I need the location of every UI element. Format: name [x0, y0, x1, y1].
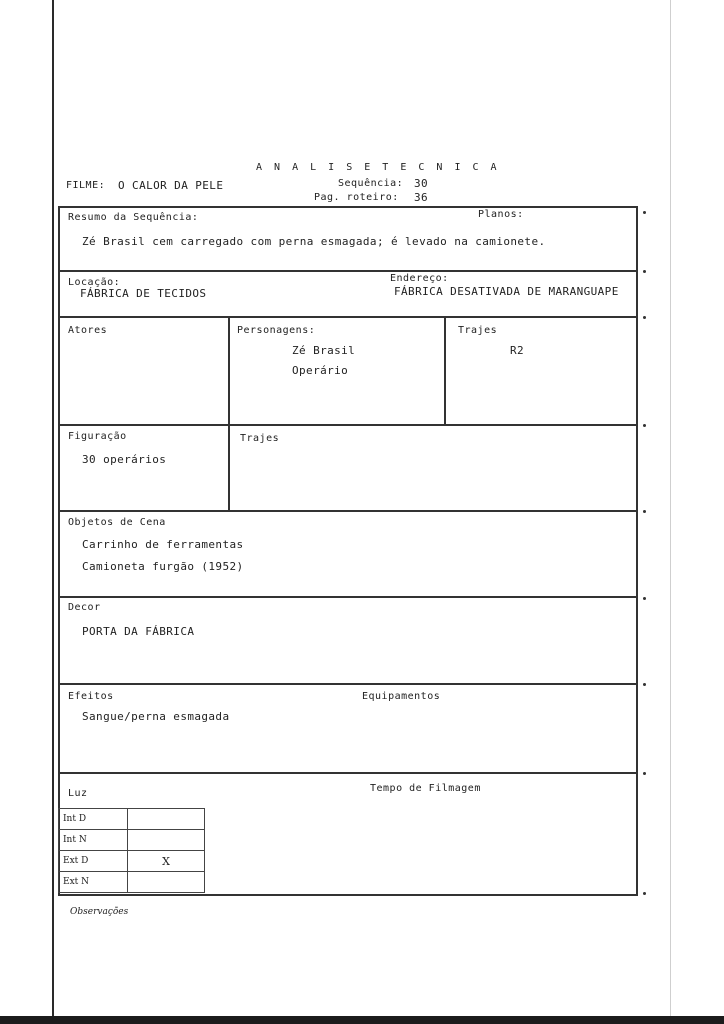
- objetos-label: Objetos de Cena: [68, 517, 166, 528]
- pag-roteiro-value: 36: [414, 191, 429, 204]
- divider-objetos: [58, 596, 638, 598]
- decor-value: PORTA DA FÁBRICA: [82, 625, 195, 638]
- scan-edge-right: [670, 0, 671, 1024]
- divider-efeitos: [58, 772, 638, 774]
- figuracao-trajes-label: Trajes: [240, 433, 280, 444]
- atores-label: Atores: [68, 325, 108, 336]
- trajes-value: R2: [510, 344, 525, 357]
- divider-resumo: [58, 270, 638, 272]
- efeitos-label: Efeitos: [68, 691, 114, 702]
- form-border-bottom: [58, 894, 638, 896]
- filme-label: FILME:: [66, 180, 106, 191]
- scan-speck: [643, 510, 646, 513]
- luz-row: [59, 830, 205, 851]
- divider-atores: [228, 318, 230, 424]
- divider-elenco: [58, 424, 638, 426]
- resumo-label: Resumo da Sequência:: [68, 212, 199, 223]
- sequencia-label: Sequência:: [338, 178, 404, 189]
- scan-speck: [643, 683, 646, 686]
- objeto-item: Carrinho de ferramentas: [82, 538, 244, 551]
- luz-row-mark: [128, 830, 205, 851]
- scan-speck: [643, 424, 646, 427]
- personagem-item: Zé Brasil: [292, 344, 356, 357]
- divider-decor: [58, 683, 638, 685]
- personagens-label: Personagens:: [237, 325, 316, 336]
- figuracao-label: Figuração: [68, 431, 127, 442]
- scan-edge-bottom: [0, 1016, 724, 1024]
- form-border-top: [58, 206, 638, 208]
- objeto-item: Camioneta furgão (1952): [82, 560, 244, 573]
- scan-speck: [643, 597, 646, 600]
- luz-row: [59, 809, 205, 830]
- equipamentos-label: Equipamentos: [362, 691, 441, 702]
- luz-row-label: Ext D: [59, 851, 128, 872]
- luz-row-mark: X: [128, 851, 205, 872]
- luz-label: Luz: [68, 788, 88, 799]
- scan-speck: [643, 270, 646, 273]
- efeitos-value: Sangue/perna esmagada: [82, 710, 230, 723]
- divider-locacao: [58, 316, 638, 318]
- form-border-right: [636, 206, 638, 896]
- scan-speck: [643, 772, 646, 775]
- filme-value: O CALOR DA PELE: [118, 179, 224, 192]
- planos-label: Planos:: [478, 209, 524, 220]
- luz-row-label: Int N: [59, 830, 128, 851]
- personagem-item: Operário: [292, 364, 349, 377]
- endereco-label: Endereço:: [390, 273, 449, 284]
- luz-row-label: Int D: [59, 809, 128, 830]
- decor-label: Decor: [68, 602, 101, 613]
- scan-speck: [643, 316, 646, 319]
- luz-row-mark: [128, 872, 205, 893]
- luz-table: [58, 808, 205, 893]
- figuracao-value: 30 operários: [82, 453, 167, 466]
- luz-row: [59, 851, 205, 872]
- resumo-text: Zé Brasil cem carregado com perna esmagada; é levado na camionete.: [82, 235, 546, 248]
- pag-roteiro-label: Pag. roteiro:: [314, 192, 399, 203]
- divider-personagens: [444, 318, 446, 424]
- scan-speck: [643, 892, 646, 895]
- sequencia-value: 30: [414, 177, 429, 190]
- locacao-label: Locação:: [68, 277, 121, 288]
- luz-row-mark: [128, 809, 205, 830]
- luz-row: [59, 872, 205, 893]
- luz-row-label: Ext N: [59, 872, 128, 893]
- endereco-value: FÁBRICA DESATIVADA DE MARANGUAPE: [394, 285, 619, 298]
- locacao-value: FÁBRICA DE TECIDOS: [80, 287, 207, 300]
- divider-figuracao: [228, 426, 230, 510]
- divider-figuracao-bottom: [58, 510, 638, 512]
- form-title: A N A L I S E T E C N I C A: [256, 162, 500, 173]
- form-border-left: [58, 206, 60, 896]
- tempo-filmagem-label: Tempo de Filmagem: [370, 783, 481, 794]
- observacoes-label: Observações: [70, 907, 129, 917]
- trajes-label: Trajes: [458, 325, 498, 336]
- scan-speck: [643, 211, 646, 214]
- scan-edge-left: [52, 0, 54, 1024]
